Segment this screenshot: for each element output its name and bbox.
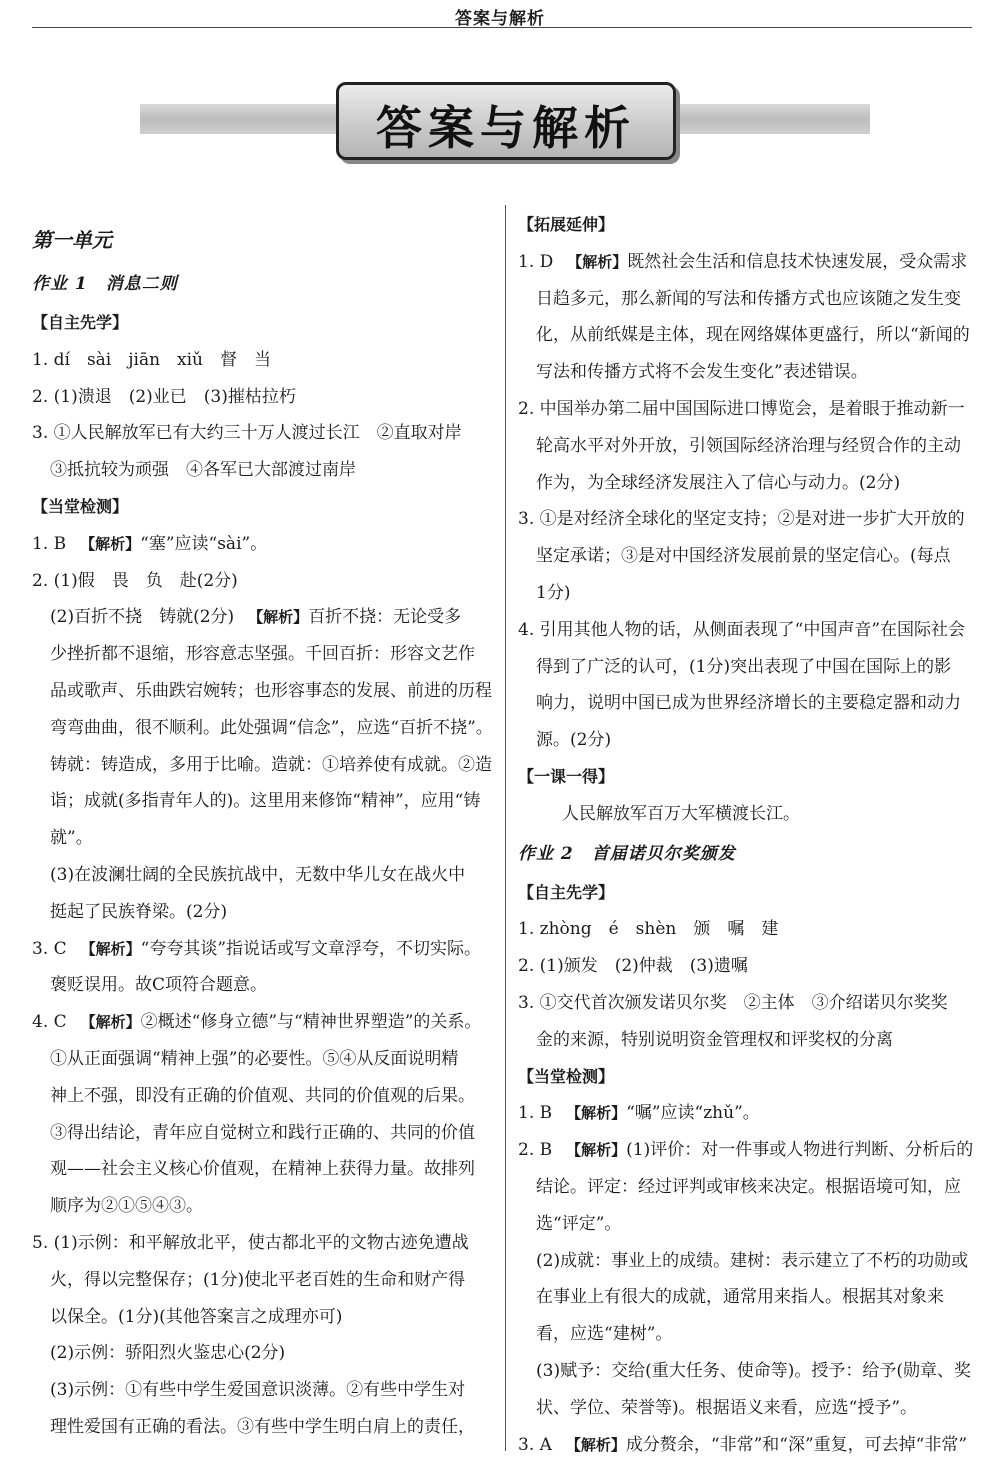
right-column [518,207,978,1463]
answer-line: 1. B 【解析】“嘱”应读“zhǔ”。 [518,1095,978,1132]
answer-line: ③得出结论，青年应自觉树立和践行正确的、共同的价值 [32,1115,494,1152]
answer-line: (3)赋予：交给(重大任务、使命等)。授予：给予(勋章、奖 [518,1353,978,1390]
answer-line: 轮高水平对外开放，引领国际经济治理与经贸合作的主动 [518,428,978,465]
answer-line: 以保全。(1分)(其他答案言之成理亦可) [32,1299,494,1336]
homework-1-title: 作业 1 消息二则 [32,263,494,305]
answer-line: 4. 引用其他人物的话，从侧面表现了“中国声音”在国际社会 [518,612,978,649]
answer-line: 金的来源，特别说明资金管理权和评奖权的分离 [518,1022,978,1059]
answer-line: 4. C 【解析】②概述“修身立德”与“精神世界塑造”的关系。 [32,1004,494,1041]
answer-line: 1. B 【解析】“塞”应读“sài”。 [32,526,494,563]
answer-line: 1分) [518,575,978,612]
answer-line: 诣；成就(多指青年人的)。这里用来修饰“精神”，应用“铸 [32,783,494,820]
answer-line: (3)示例：①有些中学生爱国意识淡薄。②有些中学生对 [32,1372,494,1409]
homework-2-title: 作业 2 首届诺贝尔奖颁发 [518,833,978,875]
answer-line: 3. C 【解析】“夸夸其谈”指说话或写文章浮夸，不切实际。 [32,931,494,968]
answer-line: 选“评定”。 [518,1206,978,1243]
banner-title: 答案与解析 [336,92,676,158]
title-banner [140,82,870,162]
answer-line: 状、学位、荣誉等)。根据语义来看，应选“授予”。 [518,1390,978,1427]
answer-line: (3)在波澜壮阔的全民族抗战中，无数中华儿女在战火中 [32,857,494,894]
answer-line: ①从正面强调“精神上强”的必要性。⑤④从反面说明精 [32,1041,494,1078]
answer-line: 响力，说明中国已成为世界经济增长的主要稳定器和动力 [518,685,978,722]
section-class-test: 【当堂检测】 [518,1059,978,1096]
answer-line: 结论。评定：经过评判或审核来决定。根据语境可知，应 [518,1169,978,1206]
answer-line: 3. A 【解析】成分赘余，“非常”和“深”重复，可去掉“非常” [518,1427,978,1463]
section-self-study: 【自主先学】 [32,305,494,342]
answer-line: 2. B 【解析】(1)评价：对一件事或人物进行判断、分析后的 [518,1132,978,1169]
answer-line: 挺起了民族脊梁。(2分) [32,894,494,931]
answer-line: 品或歌声、乐曲跌宕婉转；也形容事态的发展、前进的历程 [32,673,494,710]
answer-line: (2)示例：骄阳烈火鉴忠心(2分) [32,1335,494,1372]
answer-line: 1. D 【解析】既然社会生活和信息技术快速发展，受众需求 [518,244,978,281]
answer-line: 人民解放军百万大军横渡长江。 [518,796,978,833]
section-class-test: 【当堂检测】 [32,489,494,526]
section-self-study: 【自主先学】 [518,875,978,912]
left-column [32,207,494,1446]
answer-line: ③抵抗较为顽强 ④各军已大部渡过南岸 [32,452,494,489]
answer-line: 3. ①人民解放军已有大约三十万人渡过长江 ②直取对岸 [32,415,494,452]
answer-line: 3. ①是对经济全球化的坚定支持；②是对进一步扩大开放的 [518,501,978,538]
unit-heading: 第一单元 [32,207,494,263]
answer-line: 褒贬误用。故C项符合题意。 [32,967,494,1004]
answer-line: 源。(2分) [518,722,978,759]
answer-line: 日趋多元，那么新闻的写法和传播方式也应该随之发生变 [518,281,978,318]
answer-line: 就”。 [32,820,494,857]
answer-line: 坚定承诺；③是对中国经济发展前景的坚定信心。(每点 [518,538,978,575]
answer-line: 3. ①交代首次颁发诺贝尔奖 ②主体 ③介绍诺贝尔奖奖 [518,985,978,1022]
answer-line: 得到了广泛的认可，(1分)突出表现了中国在国际上的影 [518,649,978,686]
answer-line: 5. (1)示例：和平解放北平，使古都北平的文物古迹免遭战 [32,1225,494,1262]
section-lesson-gain: 【一课一得】 [518,759,978,796]
running-header: 答案与解析 [0,4,1000,29]
answer-line: (2)百折不挠 铸就(2分) 【解析】百折不挠：无论受多 [32,599,494,636]
column-divider [505,205,506,1451]
answer-line: 火，得以完整保存；(1分)使北平老百姓的生命和财产得 [32,1262,494,1299]
answer-line: 1. dí sài jiān xiǔ 督 当 [32,342,494,379]
answer-line: 在事业上有很大的成就，通常用来指人。根据其对象来 [518,1279,978,1316]
answer-line: 顺序为②①⑤④③。 [32,1188,494,1225]
answer-line: 写法和传播方式将不会发生变化”表述错误。 [518,354,978,391]
answer-line: 2. (1)假 畏 负 赴(2分) [32,563,494,600]
answer-line: 看，应选“建树”。 [518,1316,978,1353]
answer-line: 2. 中国举办第二届中国国际进口博览会，是着眼于推动新一 [518,391,978,428]
answer-line: 神上不强，即没有正确的价值观、共同的价值观的后果。 [32,1078,494,1115]
answer-line: 弯弯曲曲，很不顺利。此处强调“信念”，应选“百折不挠”。 [32,710,494,747]
answer-line: (2)成就：事业上的成绩。建树：表示建立了不朽的功勋或 [518,1243,978,1280]
answer-line: 铸就：铸造成，多用于比喻。造就：①培养使有成就。②造 [32,747,494,784]
answer-line: 化，从前纸媒是主体，现在网络媒体更盛行，所以“新闻的 [518,317,978,354]
answer-line: 2. (1)颁发 (2)仲裁 (3)遗嘱 [518,948,978,985]
answer-line: 2. (1)溃退 (2)业已 (3)摧枯拉朽 [32,379,494,416]
section-extension: 【拓展延伸】 [518,207,978,244]
answer-line: 少挫折都不退缩，形容意志坚强。千回百折：形容文艺作 [32,636,494,673]
answer-line: 1. zhòng é shèn 颁 嘱 建 [518,911,978,948]
answer-line: 作为，为全球经济发展注入了信心与动力。(2分) [518,465,978,502]
answer-line: 观——社会主义核心价值观，在精神上获得力量。故排列 [32,1151,494,1188]
header-rule [32,27,972,28]
answer-line: 理性爱国有正确的看法。③有些中学生明白肩上的责任， [32,1409,494,1446]
